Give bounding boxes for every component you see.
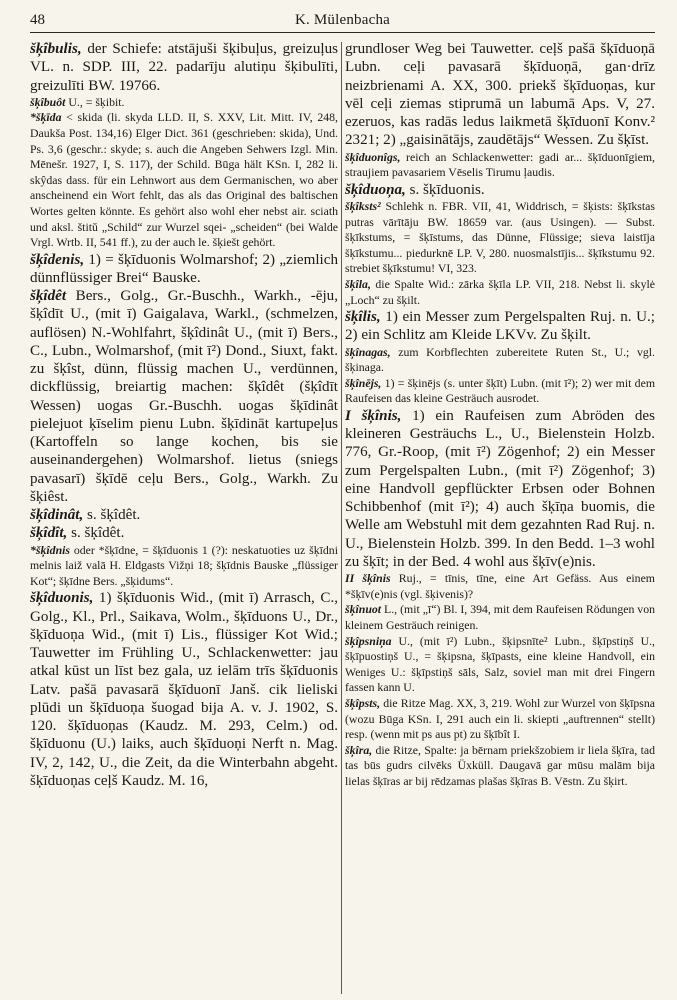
entry-text: U., = šķibit. (65, 94, 125, 109)
dictionary-entry (30, 506, 338, 524)
entry-headword: šķîduoņa, (345, 181, 406, 198)
entry-text: die Ritze, Spalte: ja bērnam priekšzobiem ir liela šķīra, tad tas būs gudrs cilvēks Üxküll. Daugavā gar mūsu malām bija lielas šķīras ar bij rēdzamas plašas šķīras B. Vēstn. Zu šķirt. (345, 742, 655, 788)
entry-text: U., (mit ī²) Lubn., šķipsnīte² Lubn., šķīpstiņš U., šķīpuostiņš U., = šķipsna, šķīpasts, eine kleine Handvoll, ein Weniges U.: šķīpstiņš sāls, Salz, soviel man mit drei Fingern fassen kann U. (345, 633, 655, 695)
column-divider (341, 42, 342, 994)
dictionary-entry (345, 40, 655, 150)
entry-headword: šķîdît, (30, 525, 68, 542)
left-column (30, 40, 338, 996)
dictionary-entry (345, 199, 655, 277)
dictionary-entry (345, 345, 655, 376)
entry-text: reich an Schlackenwetter: gadi ar... šķīduonīgiem, straujiem pavasariem Vēselis Tirumu ļaudis. (345, 149, 655, 180)
entry-text: 1) ein Messer zum Pergelspalten Ruj. n. U.; 2) ein Schlitz am Kleide LKVv. Zu šķilt. (345, 309, 655, 344)
right-column (345, 40, 655, 996)
entry-headword: šķîpsniņa (345, 633, 392, 648)
entry-headword: šķînuot (345, 602, 382, 617)
page-header (30, 4, 655, 33)
entry-text: L., (mit „ī“) Bl. I, 394, mit dem Raufeisen Rödungen von kleinem Gesträuch reinigen. (345, 602, 655, 632)
entry-text: die Ritze Mag. XX, 3, 219. Wohl zur Wurzel von šķīpsna (wozu Būga KSn. I, 291 auch ein li. skiepti „auftrennen“ stellt) resp. (wenn mit ps aus pt) zu šķībît I. (345, 695, 655, 742)
entry-text: 1) šķīduonis Wid., (mit ī) Arrasch, C., Golg., Kl., Prl., Saikava, Wolm., šķīduons U., Dr., šķīduoņa Wid., (mit ī) Lis., flüssiger Kot Wid.; Tauwetter im Frühling U., Schlackenwetter: jau atkal kūst un līst bez gala, uz ielām trīs šķīduonis Latv. pašā pavasarā šķīduonī Janš. cik lieliski plūdi un šķīduoņa šuogad bija A. v. J. 1902, S. 120. šķīduoņas (Kaudz. M. 293, Celm.) od. šķīduonu (U.) laiks, auch šķīduoņi Nerft n. Mag. IV, 2, 142, U., die Zeit, da die Winterbahn abgeht. šķīduoņas ceļš Kaudz. M. 16, (30, 590, 338, 789)
dictionary-entry (345, 308, 655, 345)
entry-headword: II šķînis (345, 571, 391, 586)
entry-text: oder *šķīdne, = šķīduonis 1 (?): neskatuoties uz šķīdni melnis laiž valā H. Eldgasts Vižņi 18; šķīdnis Bauske „flüssiger Kot“; šķīdne Bers. „šķidums“. (30, 542, 338, 588)
dictionary-entry (30, 287, 338, 506)
entry-headword: šķîpsts, (345, 695, 381, 710)
entry-headword: šķîdêt (30, 288, 67, 305)
dictionary-entry (30, 543, 338, 590)
entry-text: < skida (li. skyda LLD. II, S. XXV, Lit. Mitt. IV, 248, Daukša Post. 134,16) Elger Dict. 361 (geschrieben: skida), Und. Ps. 3,6 (geschr.: skyde; s. auch die Angeben Sehwers Izgl. Min. Mēnešr. 1927, I, S. 117), der Schild. Būga hält KSn. I, 282 li. skŷdas dass. für ein Lehnwort aus dem Germanischen, wo aber anscheinend ein Wort fehlt, das als das Original des baltischen Wortes gelten könnte. Es gehört also wohl eher nebst air. sciath und aksl. štitŭ „Schild“ zur Wurzel sqei- „scheiden“ (bei Walde Vrgl. Wrtb. II, 541 ff.), zu der auch le. šķiešt gehört. (30, 110, 338, 250)
entry-text: zum Korbflechten zubereitete Ruten St., U.; vgl. šķinaga. (345, 344, 655, 375)
dictionary-entry (30, 251, 338, 288)
entry-headword: šķîduonîgs, (345, 149, 401, 164)
dictionary-entry (345, 571, 655, 602)
dictionary-entry (345, 602, 655, 633)
entry-text: 1) = šķīduonis Wolmarshof; 2) „ziemlich dünnflüssiger Brei“ Bauske. (30, 251, 338, 286)
dictionary-entry (345, 181, 655, 199)
entry-headword: šķîbuôt (30, 94, 66, 109)
dictionary-entry (345, 696, 655, 743)
entry-headword: šķînējs, (345, 375, 382, 390)
dictionary-entry (30, 95, 338, 111)
running-title: K. Mülenbacha (294, 12, 391, 28)
dictionary-entry (345, 407, 655, 571)
entry-text: 1) = šķinējs (s. unter šķīt) Lubn. (mit ī²); 2) wer mit dem Raufeisen das kleine Gesträuch ausrodet. (345, 375, 655, 406)
entry-headword: *šķîdnis (30, 542, 70, 557)
entry-text: Ruj., = tīnis, tīne, eine Art Gefäss. Aus einem *šķīv(e)nis (vgl. šķivenis)? (345, 571, 655, 601)
entry-headword: šķînagas, (345, 344, 391, 359)
dictionary-entry (345, 277, 655, 308)
page-number: 48 (30, 12, 45, 28)
dictionary-entry (345, 743, 655, 790)
entry-text: Bers., Golg., Gr.-Buschh., Warkh., -ēju, šķîdīt U., (mit ī) Gaigalava, Warkl., (schmelzen, auflösen) N.-Wohlfahrt, šķîdinât U., (mit ī) Bers., C., Lubn., Wolmarshof, (mit ī²) Dond., Siuxt, fakt. zu šķîst, dünn, flüssig machen U., verdünnen, dickflüssig, breiartig machen: šķîdêt (šķîdīt Wessen) uogas Gr.-Buschh. uogas šķīdinât pielejuot ķīselim pienu Lubn. šķīdināt kartupeļus (Kartoffeln so lange kochen, bis sie auseinandergehen) Wolmarshof. lietus (sniegs pavasarī) šķīdē ceļu Bers., Golg., Warkh. Zu šķiêst. (30, 288, 338, 505)
entry-text: 1) ein Raufeisen zum Abröden des kleineren Gesträuchs L., U., Bielenstein Holzb. 776, Gr.-Roop, (mit ī²) Zögenhof; 2) ein Messer zum Pergelspalten Lubn., (mit ī²) Zögenhof; 3) eine Handvoll gepflückter Erbsen oder Bohnen Schibbenhof (mit ī²); 4) auch šķīņa buomis, die Welle am Webstuhl mit dem gezahnten Rad Ruj. n. U., Bielenstein Holzb. 399. In den Bedd. 1–3 wohl zu šķīt; in der Bed. 4 wohl aus šķīv(e)nis. (345, 407, 655, 570)
dictionary-entry (345, 634, 655, 696)
entry-headword: šķîksts² (345, 198, 381, 213)
dictionary-entry (30, 589, 338, 790)
dictionary-entry (30, 524, 338, 542)
entry-headword: I šķînis, (345, 407, 402, 424)
entry-text: s. šķîdêt. (67, 525, 125, 542)
entry-headword: šķîdinât, (30, 507, 84, 524)
dictionary-entry (345, 150, 655, 181)
entry-text: der Schiefe: atstājuši šķibuļus, greizuļus VL. n. SDP. III, 22. padarīju alutiņu šķibulīti, greizulīti BW. 19766. (30, 41, 338, 94)
entry-text: die Spalte Wid.: zārka šķīla LP. VII, 218. Nebst li. skylė „Loch“ zu šķilt. (345, 276, 655, 307)
entry-headword: šķîlis, (345, 309, 381, 326)
dictionary-entry (345, 376, 655, 407)
entry-headword: šķîla, (345, 276, 371, 291)
entry-headword: šķîbulis, (30, 41, 82, 57)
dictionary-entry (30, 110, 338, 250)
entry-headword: šķîduonis, (30, 590, 94, 607)
entry-headword: *šķīda (30, 110, 62, 125)
entry-text: grundloser Weg bei Tauwetter. ceļš pašā šķīduoņā Lubn. ceļi pavasarā šķīduoņā, gan·drīz neizbrienami A. XX, 300. priekš šķīduoņas, kur vēl ceļi ziemas stiprumā un labumā Aps. V, 27. ezeruos, kas radās ledus laikmetā šķīduonī Konv.² 2321; 2) „gaisinātājs, zaudētājs“ Wessen. Zu šķīst. (345, 41, 655, 149)
dictionary-entry (30, 40, 338, 95)
entry-text: s. šķîdêt. (83, 507, 141, 524)
entry-text: Schlehk n. FBR. VII, 41, Widdrisch, = šķists: šķīkstas putras vārītāju BW. 18659 var. (aus Usingen). — Subst. šķīkstums, = šķīstums, das Dünne, Flüssige; sieva laistīja šķīkstumu... piedurknē LP. V, 280. nuosmalstījis... šķīkstumu 92. strebiet šķīkstumu! VI, 323. (345, 198, 655, 276)
entry-headword: šķîra, (345, 742, 373, 757)
entry-text: s. šķīduonis. (405, 181, 485, 198)
entry-headword: šķîdenis, (30, 251, 85, 268)
